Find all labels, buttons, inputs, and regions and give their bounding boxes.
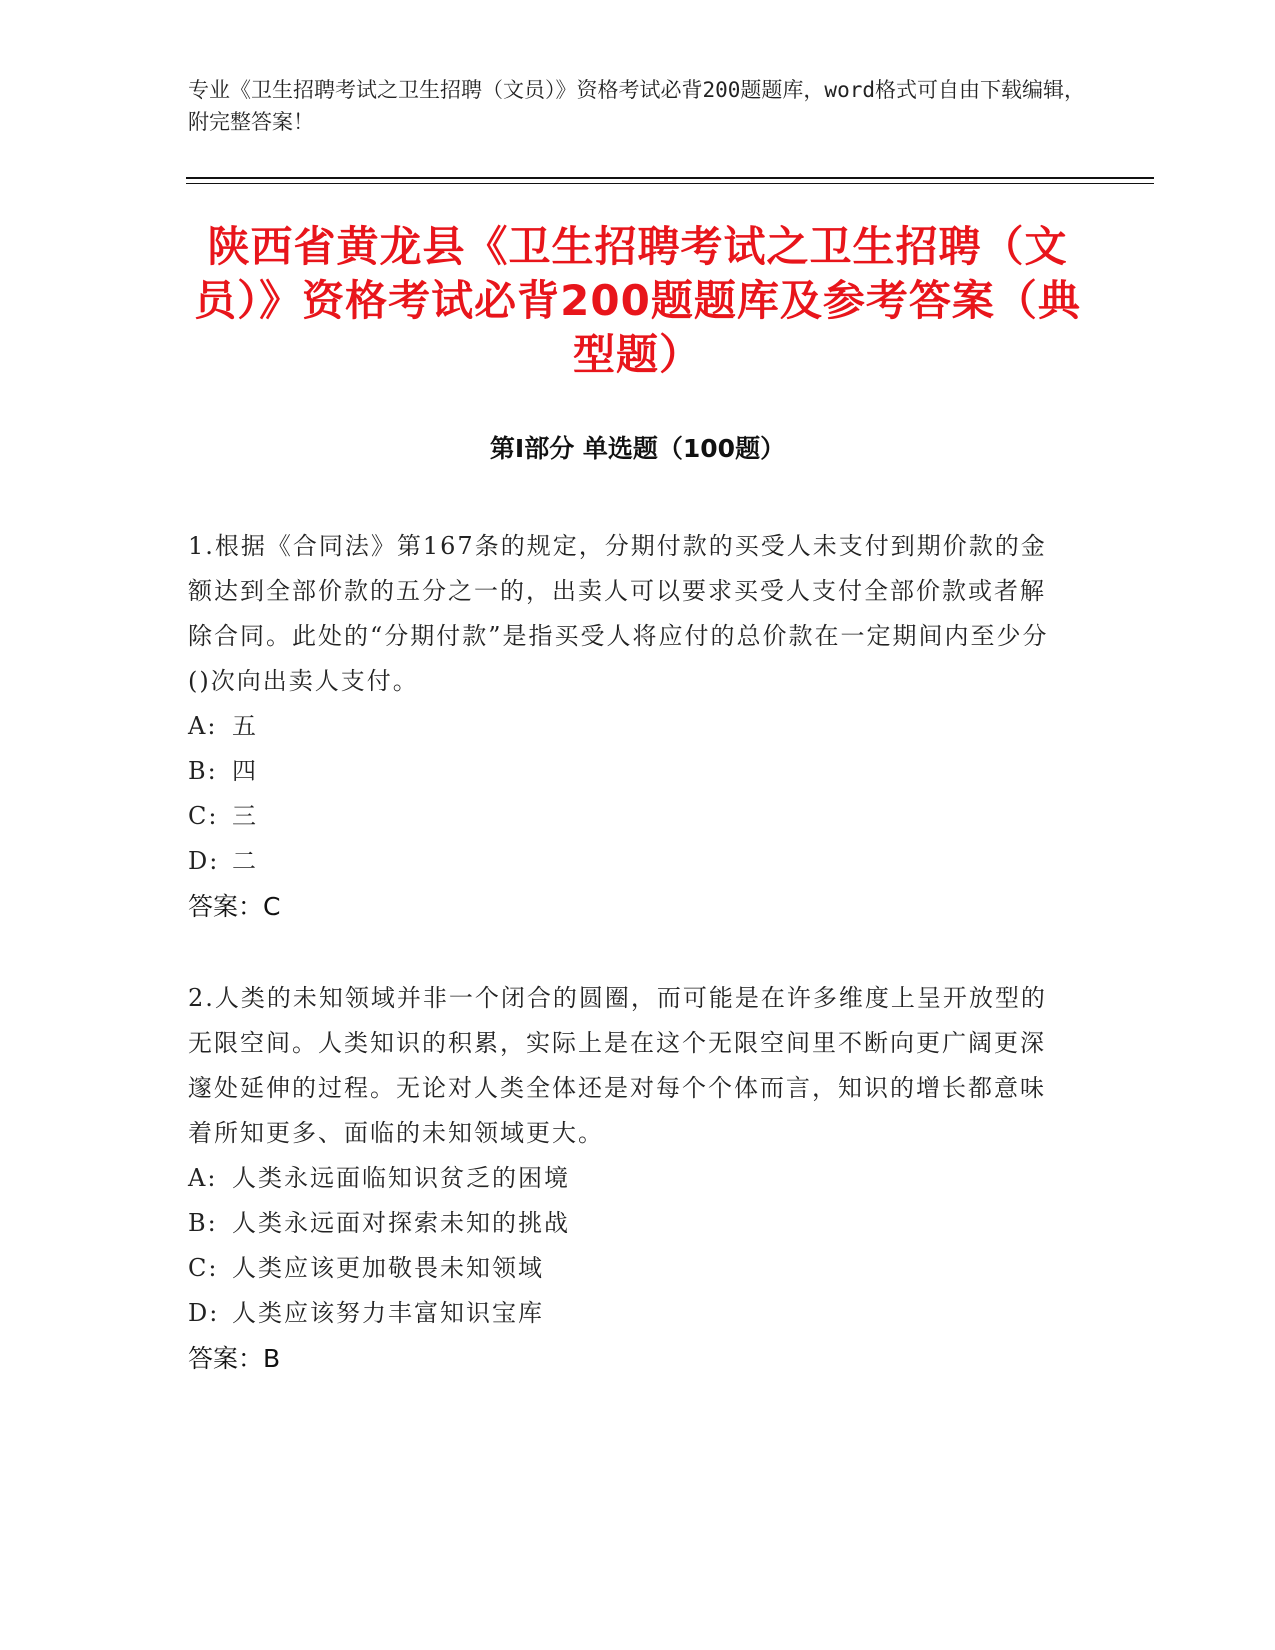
question-2: [188, 976, 1068, 1381]
option-text: 二: [232, 847, 258, 875]
question-stem: 1.根据《合同法》第167条的规定，分期付款的买受人未支付到期价款的金额达到全部价款的五分之一的，出卖人可以要求买受人支付全部价款或者解除合同。此处的“分期付款”是指买受人将应付的总价款在一定期间内至少分()次向出卖人支付。: [188, 532, 1049, 695]
header-note: 专业《卫生招聘考试之卫生招聘（文员）》资格考试必背200题题库，word格式可自由下载编辑，附完整答案！: [188, 78, 1085, 134]
option-text: 四: [232, 757, 258, 785]
option-text: 人类应该努力丰富知识宝库: [232, 1299, 544, 1327]
option-b: [188, 749, 1068, 794]
option-letter: B:: [188, 1209, 218, 1237]
question-stem: 2.人类的未知领域并非一个闭合的圆圈，而可能是在许多维度上呈开放型的无限空间。人类知识的积累，实际上是在这个无限空间里不断向更广阔更深邃处延伸的过程。无论对人类全体还是对每个个体而言，知识的增长都意味着所知更多、面临的未知领域更大。: [188, 984, 1047, 1147]
option-d: [188, 839, 1068, 884]
option-text: 人类永远面临知识贫乏的困境: [232, 1164, 570, 1192]
question-1: [188, 524, 1068, 929]
option-a: [188, 1156, 1068, 1201]
option-letter: D:: [188, 847, 220, 875]
option-letter: B:: [188, 757, 218, 785]
option-letter: C:: [188, 802, 219, 830]
option-letter: A:: [188, 1164, 218, 1192]
option-text: 五: [232, 712, 258, 740]
header-divider-thick: [186, 177, 1154, 179]
option-a: [188, 704, 1068, 749]
section-heading: 第Ⅰ部分 单选题（100题）: [489, 434, 786, 463]
option-d: [188, 1291, 1068, 1336]
header-divider-thin: [186, 183, 1154, 184]
option-b: [188, 1201, 1068, 1246]
option-text: 人类应该更加敬畏未知领域: [232, 1254, 544, 1282]
answer-line: 答案：B: [188, 1344, 281, 1373]
option-letter: A:: [188, 712, 218, 740]
option-c: [188, 1246, 1068, 1291]
option-c: [188, 794, 1068, 839]
option-text: 人类永远面对探索未知的挑战: [232, 1209, 570, 1237]
option-letter: D:: [188, 1299, 220, 1327]
answer-line: 答案：C: [188, 892, 281, 921]
option-text: 三: [232, 802, 258, 830]
option-letter: C:: [188, 1254, 219, 1282]
document-title: 陕西省黄龙县《卫生招聘考试之卫生招聘（文员）》资格考试必背200题题库及参考答案（典型题）: [194, 222, 1081, 379]
